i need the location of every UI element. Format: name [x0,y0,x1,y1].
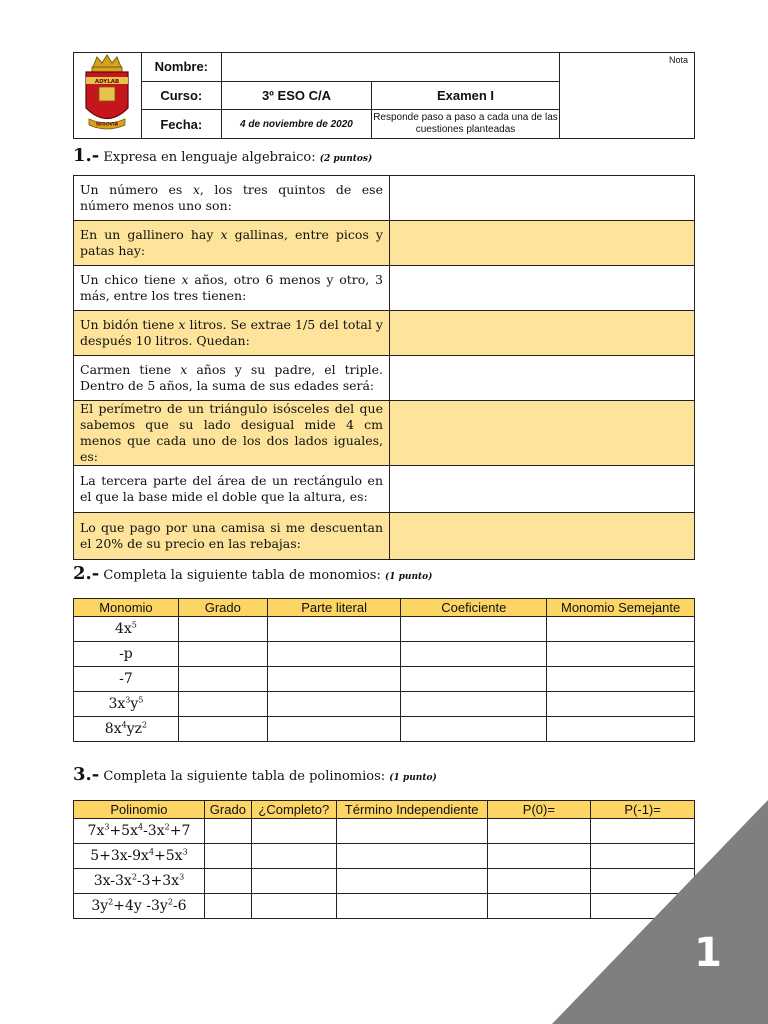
section2-points: (1 punto) [384,572,433,582]
instructions: Responde paso a paso a cada una de las cuestiones planteadas [372,110,560,139]
monomio-answer-cell[interactable] [267,667,401,692]
polinomios-header: Término Independiente [336,801,487,819]
algebra-row [74,401,695,466]
monomio-answer-cell[interactable] [178,617,267,642]
nombre-label: Nombre: [141,53,221,82]
polinomio-expression: $5+3x-9x^4+5x^3$ [90,847,188,865]
polinomio-answer-cell[interactable] [204,819,251,844]
monomio-cell [74,667,179,692]
polinomios-header: Polinomio [74,801,205,819]
section1-heading [73,145,372,166]
exam-header [73,52,695,139]
algebra-question: Lo que pago por una camisa si me descuentan el 20% de su precio en las rebajas: [74,513,390,560]
monomio-expression: $4x^5$ [114,620,137,638]
monomio-answer-cell[interactable] [178,642,267,667]
curso-label: Curso: [141,81,221,110]
monomio-answer-cell[interactable] [267,617,401,642]
monomio-row [74,692,695,717]
fecha-label: Fecha: [141,110,221,139]
algebra-row [74,311,695,356]
monomio-answer-cell[interactable] [547,642,695,667]
monomio-row [74,667,695,692]
monomio-answer-cell[interactable] [547,717,695,742]
monomio-answer-cell[interactable] [401,692,547,717]
monomio-answer-cell[interactable] [178,667,267,692]
algebra-answer-cell[interactable] [390,401,695,466]
algebra-question: Un chico tiene x años, otro 6 menos y otro, 3 más, entre los tres tienen: [74,266,390,311]
section3-number: 3.- [73,764,100,785]
algebra-answer-cell[interactable] [390,356,695,401]
polinomios-header: P(0)= [487,801,591,819]
monomios-header: Monomio [74,599,179,617]
algebra-question: Un bidón tiene x litros. Se extrae 1/5 del total y después 10 litros. Quedan: [74,311,390,356]
algebra-row [74,266,695,311]
monomios-header: Grado [178,599,267,617]
monomio-answer-cell[interactable] [267,642,401,667]
monomio-cell [74,692,179,717]
polinomio-answer-cell[interactable] [336,819,487,844]
algebra-row [74,513,695,560]
polinomio-expression: $3x-3x^2-3+3x^3$ [93,872,185,890]
polinomio-expression: $3y^2+4y$ $-3y^2-6$ [91,897,187,915]
polinomio-answer-cell[interactable] [251,844,336,869]
polinomio-answer-cell[interactable] [204,844,251,869]
monomio-cell [74,617,179,642]
polinomios-header: Grado [204,801,251,819]
polinomio-cell [74,844,205,869]
algebra-question: Un número es x, los tres quintos de ese número menos uno son: [74,176,390,221]
polinomio-expression: $7x^3+5x^4-3x^2+7$ [87,822,191,840]
monomio-answer-cell[interactable] [547,667,695,692]
nombre-field[interactable] [221,53,559,82]
polinomio-answer-cell[interactable] [204,894,251,919]
section1-number: 1.- [73,145,100,166]
algebra-row [74,176,695,221]
polinomios-header: ¿Completo? [251,801,336,819]
monomio-expression: -p [119,646,133,662]
monomio-answer-cell[interactable] [401,667,547,692]
section3-title: Completa la siguiente tabla de polinomios: [103,769,386,784]
section2-number: 2.- [73,563,100,584]
curso-value: 3º ESO C/A [221,81,371,110]
monomio-answer-cell[interactable] [178,717,267,742]
monomio-answer-cell[interactable] [401,642,547,667]
monomios-header: Parte literal [267,599,401,617]
algebra-question: El perímetro de un triángulo isósceles del que sabemos que su lado desigual mide 4 cm menos que cada uno de los dos lados iguales, es: [74,401,390,466]
section3-heading [73,764,437,785]
monomios-header: Coeficiente [401,599,547,617]
monomio-cell [74,642,179,667]
monomio-expression: $8x^4yz^2$ [104,720,148,738]
algebra-answer-cell[interactable] [390,466,695,513]
nota-box[interactable] [559,53,694,139]
algebra-row [74,356,695,401]
algebra-row [74,221,695,266]
polinomio-answer-cell[interactable] [251,869,336,894]
algebra-answer-cell[interactable] [390,221,695,266]
monomio-answer-cell[interactable] [401,717,547,742]
school-crest [74,53,142,139]
section1-points: (2 puntos) [319,154,373,164]
algebra-answer-cell[interactable] [390,266,695,311]
exam-title: Examen I [372,81,560,110]
section1-title: Expresa en lenguaje algebraico: [103,150,316,165]
crest-ribbon-text: SEGOVIA [96,122,119,128]
polinomio-cell [74,869,205,894]
crest-icon [79,53,135,133]
monomios-header: Monomio Semejante [547,599,695,617]
algebra-row [74,466,695,513]
algebra-answer-cell[interactable] [390,513,695,560]
polinomio-cell [74,819,205,844]
polinomios-header: P(-1)= [591,801,695,819]
algebra-question: La tercera parte del área de un rectángulo en el que la base mide el doble que la altura, es: [74,466,390,513]
monomio-row [74,617,695,642]
monomio-answer-cell[interactable] [547,692,695,717]
section3-points: (1 punto) [389,773,437,783]
algebra-question: Carmen tiene x años y su padre, el triple. Dentro de 5 años, la suma de sus edades será: [74,356,390,401]
section2-title: Completa la siguiente tabla de monomios: [103,568,381,583]
crest-banner-text: ADYLAB [95,79,120,85]
monomio-answer-cell[interactable] [267,717,401,742]
polinomio-answer-cell[interactable] [336,844,487,869]
algebra-table [73,175,695,560]
nota-label: Nota [668,55,688,65]
polinomio-cell [74,894,205,919]
monomio-cell [74,717,179,742]
section2-heading [73,563,432,584]
monomio-answer-cell[interactable] [178,692,267,717]
polinomio-answer-cell[interactable] [251,819,336,844]
algebra-answer-cell[interactable] [390,176,695,221]
monomio-answer-cell[interactable] [547,617,695,642]
monomio-answer-cell[interactable] [401,617,547,642]
corner-triangle [552,800,768,1024]
fecha-value: 4 de noviembre de 2020 [221,110,371,139]
polinomio-answer-cell[interactable] [251,894,336,919]
algebra-question: En un gallinero hay x gallinas, entre picos y patas hay: [74,221,390,266]
polinomio-answer-cell[interactable] [336,869,487,894]
monomios-table [73,598,695,742]
monomio-expression: -7 [119,671,133,687]
monomio-expression: $3x^3y^5$ [108,695,144,713]
monomio-row [74,642,695,667]
polinomio-answer-cell[interactable] [204,869,251,894]
monomio-row [74,717,695,742]
polinomio-answer-cell[interactable] [336,894,487,919]
page-number: 1 [694,930,722,976]
algebra-answer-cell[interactable] [390,311,695,356]
monomio-answer-cell[interactable] [267,692,401,717]
